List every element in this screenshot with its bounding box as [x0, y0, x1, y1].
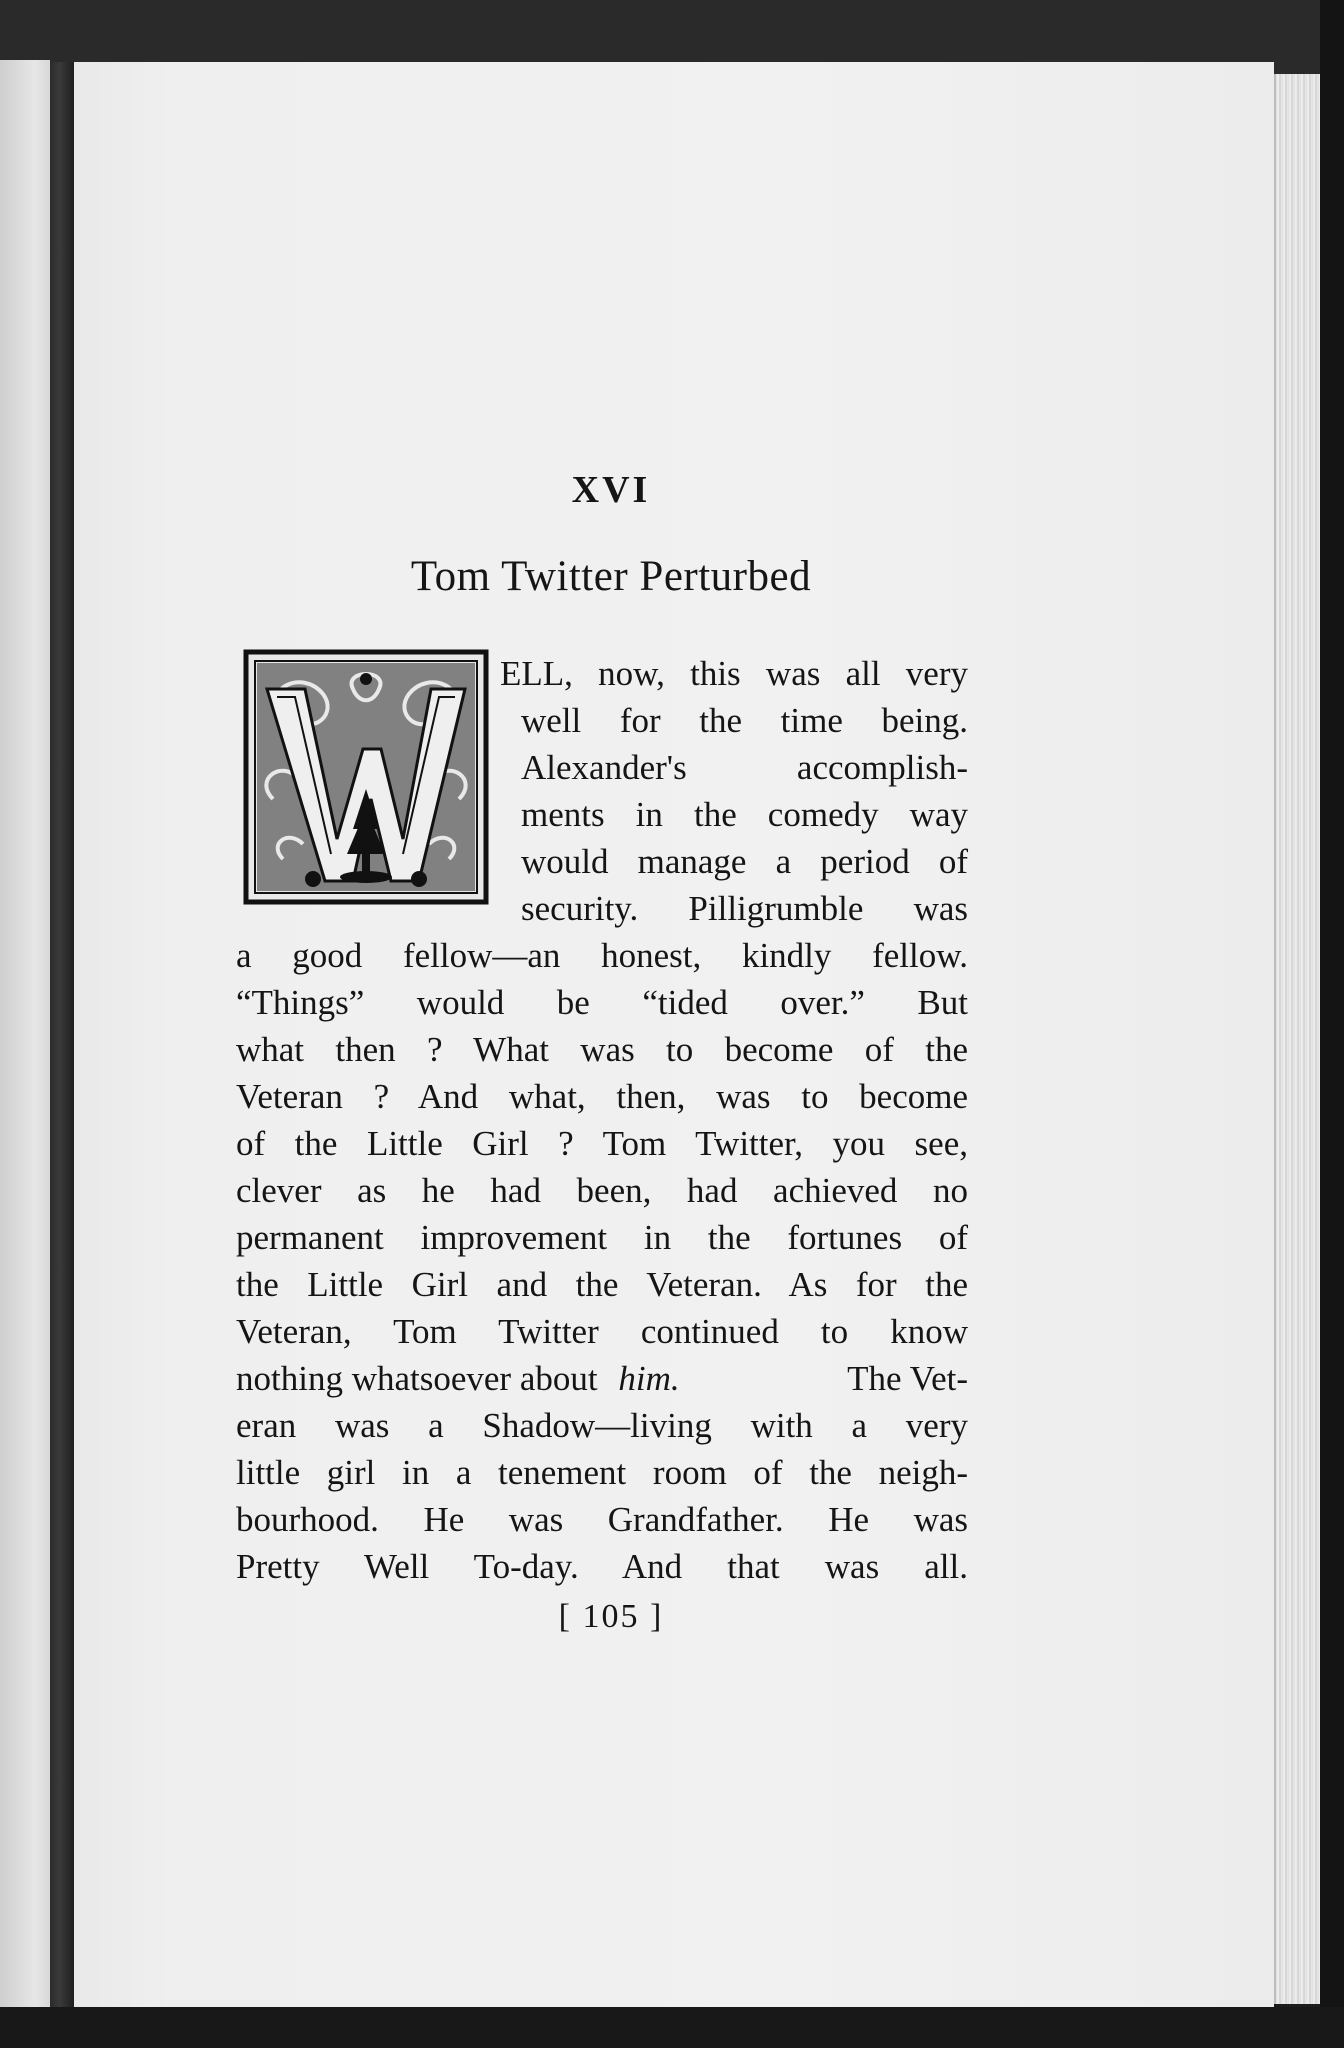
ornamental-initial-w-icon [243, 649, 489, 905]
body-line: the Little Girl and the Veteran. As for the [236, 1265, 968, 1304]
body-line: clever as he had been, had achieved no [236, 1171, 968, 1210]
page-number: [ 105 ] [558, 1598, 664, 1635]
body-line: Veteran ? And what, then, was to become [236, 1077, 968, 1116]
body-line: ments in the comedy way [521, 795, 968, 834]
body-line-mixed [236, 1355, 968, 1403]
body-line-segment: The Vet- [847, 1359, 968, 1398]
body-line: well for the time being. [521, 701, 968, 740]
body-line-segment: nothing whatsoever about [236, 1359, 598, 1398]
body-line: a good fellow—an honest, kindly fellow. [236, 936, 968, 975]
scan-border-right [1320, 0, 1344, 2048]
emphasized-word: him. [618, 1359, 680, 1398]
body-line: security. Pilligrumble was [521, 889, 968, 928]
body-line: “Things” would be “tided over.” But [236, 983, 968, 1022]
page-edge-stack [1274, 74, 1322, 2004]
body-line: little girl in a tenement room of the neigh- [236, 1453, 968, 1492]
body-line: bourhood. He was Grandfather. He was [236, 1500, 968, 1539]
facing-page-edge [0, 60, 50, 2010]
body-line: Alexander's accomplish- [521, 748, 968, 787]
book-gutter [50, 62, 74, 2012]
body-line: Veteran, Tom Twitter continued to know [236, 1312, 968, 1351]
body-line: permanent improvement in the fortunes of [236, 1218, 968, 1257]
body-line: eran was a Shadow—living with a very [236, 1406, 968, 1445]
body-line: what then ? What was to become of the [236, 1030, 968, 1069]
body-line: would manage a period of [521, 842, 968, 881]
body-line: ELL, now, this was all very [500, 654, 968, 693]
chapter-number: XVI [571, 469, 651, 511]
body-line: Pretty Well To-day. And that was all. [236, 1547, 968, 1586]
scan-border-bottom [0, 2007, 1344, 2048]
ornamental-drop-cap [243, 649, 489, 905]
body-line: of the Little Girl ? Tom Twitter, you see, [236, 1124, 968, 1163]
chapter-title: Tom Twitter Perturbed [410, 553, 812, 600]
